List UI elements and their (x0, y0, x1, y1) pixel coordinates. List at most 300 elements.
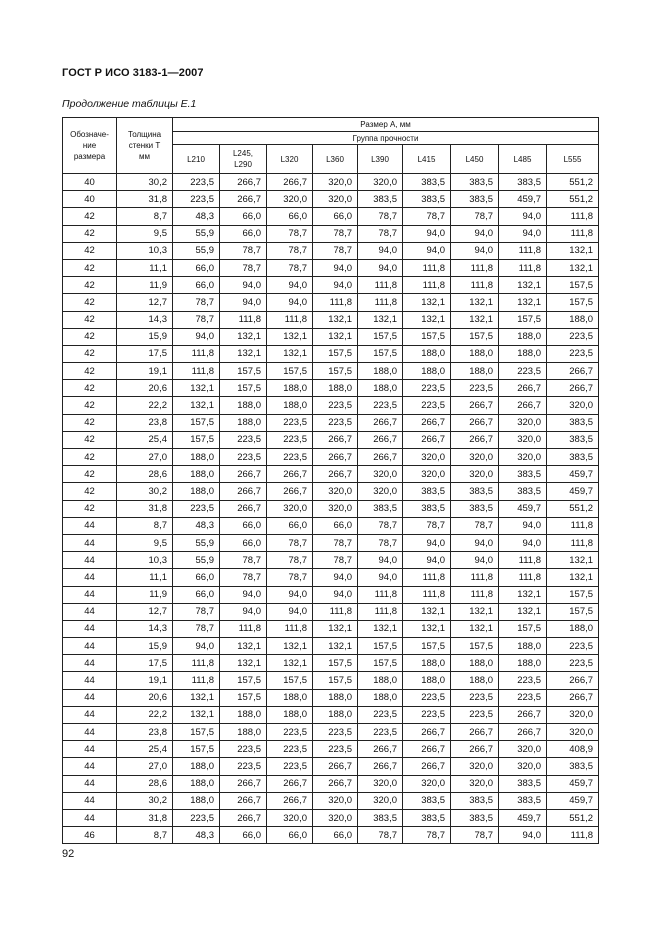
pressure-cell: 157,5 (173, 724, 220, 741)
pressure-cell: 320,0 (313, 174, 358, 191)
pressure-cell: 55,9 (173, 552, 220, 569)
pressure-cell: 78,7 (313, 552, 358, 569)
pressure-cell: 223,5 (358, 397, 403, 414)
col-thickness-header (117, 118, 173, 174)
pressure-cell: 132,1 (547, 552, 599, 569)
pressure-cell: 111,8 (267, 620, 313, 637)
wall-thickness-cell: 10,3 (117, 242, 173, 259)
pressure-cell: 111,8 (547, 208, 599, 225)
pressure-cell: 157,5 (499, 311, 547, 328)
wall-thickness-cell: 15,9 (117, 638, 173, 655)
pressure-cell: 223,5 (173, 191, 220, 208)
size-designation-cell: 44 (63, 586, 117, 603)
pressure-cell: 551,2 (547, 809, 599, 826)
pressure-cell: 383,5 (403, 500, 451, 517)
pressure-cell: 383,5 (499, 174, 547, 191)
pressure-cell: 223,5 (547, 655, 599, 672)
pressure-cell: 188,0 (267, 706, 313, 723)
table-row (63, 792, 599, 809)
pressure-cell: 266,7 (547, 380, 599, 397)
pressure-cell: 223,5 (403, 397, 451, 414)
pressure-cell: 383,5 (451, 191, 499, 208)
pressure-cell: 266,7 (358, 741, 403, 758)
table-row (63, 191, 599, 208)
pressure-cell: 223,5 (267, 431, 313, 448)
table-row (63, 259, 599, 276)
pressure-cell: 383,5 (547, 449, 599, 466)
pressure-cell: 320,0 (358, 775, 403, 792)
pressure-cell: 94,0 (220, 277, 267, 294)
size-designation-cell: 44 (63, 534, 117, 551)
size-designation-cell: 40 (63, 191, 117, 208)
col-thickness-label: Толщина стенки T мм (127, 130, 162, 161)
pressure-cell: 111,8 (547, 517, 599, 534)
size-designation-cell: 42 (63, 380, 117, 397)
pressure-cell: 223,5 (267, 449, 313, 466)
wall-thickness-cell: 10,3 (117, 552, 173, 569)
pressure-cell: 111,8 (313, 603, 358, 620)
pressure-cell: 132,1 (499, 277, 547, 294)
pressure-cell: 223,5 (267, 741, 313, 758)
pressure-cell: 111,8 (547, 827, 599, 844)
pressure-cell: 188,0 (173, 775, 220, 792)
wall-thickness-cell: 23,8 (117, 414, 173, 431)
size-designation-cell: 42 (63, 294, 117, 311)
pressure-cell: 132,1 (267, 655, 313, 672)
pressure-cell: 266,7 (313, 449, 358, 466)
pressure-cell: 188,0 (499, 655, 547, 672)
pressure-cell: 266,7 (403, 741, 451, 758)
pressure-cell: 66,0 (173, 277, 220, 294)
pressure-cell: 383,5 (451, 174, 499, 191)
pressure-cell: 157,5 (451, 638, 499, 655)
pressure-cell: 78,7 (358, 225, 403, 242)
wall-thickness-cell: 9,5 (117, 534, 173, 551)
pressure-cell: 111,8 (547, 225, 599, 242)
grade-header: L415 (403, 145, 451, 174)
pressure-cell: 320,0 (451, 466, 499, 483)
pressure-cell: 111,8 (499, 259, 547, 276)
pressure-cell: 223,5 (547, 345, 599, 362)
pressure-cell: 132,1 (267, 345, 313, 362)
size-designation-cell: 42 (63, 414, 117, 431)
wall-thickness-cell: 31,8 (117, 191, 173, 208)
pressure-cell: 94,0 (403, 242, 451, 259)
pressure-cell: 111,8 (173, 363, 220, 380)
size-header: Размер A, мм (173, 118, 599, 132)
pressure-cell: 94,0 (358, 569, 403, 586)
wall-thickness-cell: 31,8 (117, 809, 173, 826)
pressure-cell: 266,7 (220, 191, 267, 208)
pressure-cell: 94,0 (220, 294, 267, 311)
wall-thickness-cell: 19,1 (117, 363, 173, 380)
pressure-cell: 94,0 (403, 552, 451, 569)
wall-thickness-cell: 22,2 (117, 706, 173, 723)
pressure-cell: 320,0 (403, 466, 451, 483)
pressure-cell: 223,5 (403, 689, 451, 706)
pressure-cell: 66,0 (220, 534, 267, 551)
pressure-cell: 383,5 (499, 483, 547, 500)
pressure-cell: 78,7 (267, 259, 313, 276)
wall-thickness-cell: 28,6 (117, 466, 173, 483)
pressure-cell: 266,7 (267, 792, 313, 809)
pressure-cell: 266,7 (358, 414, 403, 431)
pressure-cell: 157,5 (403, 638, 451, 655)
pressure-cell: 94,0 (173, 328, 220, 345)
pressure-cell: 66,0 (313, 827, 358, 844)
pressure-cell: 223,5 (403, 706, 451, 723)
pressure-cell: 188,0 (313, 706, 358, 723)
pressure-cell: 111,8 (358, 586, 403, 603)
pressure-cell: 223,5 (403, 380, 451, 397)
pressure-cell: 55,9 (173, 225, 220, 242)
pressure-cell: 66,0 (220, 827, 267, 844)
pressure-cell: 188,0 (403, 655, 451, 672)
pressure-cell: 66,0 (220, 208, 267, 225)
size-designation-cell: 42 (63, 345, 117, 362)
pressure-cell: 551,2 (547, 500, 599, 517)
table-row (63, 827, 599, 844)
pressure-cell: 266,7 (358, 758, 403, 775)
pressure-cell: 78,7 (267, 552, 313, 569)
table-row (63, 449, 599, 466)
pressure-cell: 188,0 (451, 672, 499, 689)
pressure-cell: 78,7 (267, 242, 313, 259)
wall-thickness-cell: 8,7 (117, 517, 173, 534)
pressure-cell: 223,5 (313, 724, 358, 741)
pressure-cell: 266,7 (313, 758, 358, 775)
pressure-cell: 78,7 (173, 294, 220, 311)
pressure-cell: 223,5 (358, 724, 403, 741)
pressure-cell: 459,7 (499, 191, 547, 208)
pressure-cell: 132,1 (313, 311, 358, 328)
pressure-cell: 94,0 (173, 638, 220, 655)
pressure-cell: 320,0 (267, 191, 313, 208)
wall-thickness-cell: 23,8 (117, 724, 173, 741)
pressure-cell: 266,7 (499, 706, 547, 723)
pressure-cell: 188,0 (220, 706, 267, 723)
table-row (63, 363, 599, 380)
pressure-cell: 66,0 (173, 586, 220, 603)
pressure-cell: 223,5 (547, 638, 599, 655)
pressure-cell: 157,5 (173, 431, 220, 448)
pressure-cell: 157,5 (220, 672, 267, 689)
pressure-cell: 132,1 (173, 689, 220, 706)
pressure-cell: 320,0 (267, 500, 313, 517)
pressure-cell: 320,0 (451, 758, 499, 775)
size-designation-cell: 46 (63, 827, 117, 844)
pressure-cell: 223,5 (220, 449, 267, 466)
pressure-cell: 459,7 (547, 466, 599, 483)
pressure-cell: 94,0 (267, 586, 313, 603)
grade-header: L320 (267, 145, 313, 174)
pressure-cell: 157,5 (358, 345, 403, 362)
pressure-cell: 266,7 (499, 397, 547, 414)
pressure-cell: 266,7 (267, 174, 313, 191)
pressure-cell: 94,0 (267, 294, 313, 311)
pressure-cell: 94,0 (358, 242, 403, 259)
pressure-cell: 66,0 (220, 517, 267, 534)
pressure-cell: 111,8 (451, 586, 499, 603)
pressure-cell: 188,0 (358, 689, 403, 706)
pressure-cell: 188,0 (173, 758, 220, 775)
pressure-cell: 266,7 (220, 174, 267, 191)
pressure-cell: 94,0 (220, 586, 267, 603)
pressure-cell: 78,7 (173, 603, 220, 620)
size-designation-cell: 42 (63, 225, 117, 242)
wall-thickness-cell: 8,7 (117, 827, 173, 844)
size-designation-cell: 40 (63, 174, 117, 191)
pressure-cell: 383,5 (403, 191, 451, 208)
pressure-cell: 132,1 (451, 603, 499, 620)
pressure-cell: 320,0 (403, 775, 451, 792)
size-designation-cell: 44 (63, 638, 117, 655)
pressure-cell: 94,0 (313, 259, 358, 276)
pressure-cell: 266,7 (358, 431, 403, 448)
pressure-cell: 157,5 (220, 380, 267, 397)
pressure-cell: 266,7 (220, 775, 267, 792)
pressure-cell: 78,7 (220, 569, 267, 586)
pressure-cell: 223,5 (313, 397, 358, 414)
pressure-cell: 320,0 (267, 809, 313, 826)
grade-header: L555 (547, 145, 599, 174)
pressure-cell: 383,5 (358, 809, 403, 826)
pressure-cell: 320,0 (547, 706, 599, 723)
pressure-cell: 132,1 (267, 638, 313, 655)
pressure-cell: 223,5 (220, 431, 267, 448)
pressure-cell: 266,7 (403, 724, 451, 741)
pressure-cell: 320,0 (313, 500, 358, 517)
pressure-cell: 320,0 (499, 414, 547, 431)
pressure-cell: 188,0 (547, 311, 599, 328)
table-row (63, 311, 599, 328)
pressure-cell: 132,1 (358, 620, 403, 637)
pressure-cell: 188,0 (499, 638, 547, 655)
pressure-cell: 157,5 (313, 655, 358, 672)
pressure-cell: 188,0 (403, 672, 451, 689)
pressure-cell: 111,8 (403, 259, 451, 276)
wall-thickness-cell: 20,6 (117, 380, 173, 397)
pressure-cell: 78,7 (173, 311, 220, 328)
pressure-cell: 459,7 (547, 792, 599, 809)
pressure-cell: 320,0 (547, 397, 599, 414)
pressure-cell: 78,7 (358, 827, 403, 844)
pressure-cell: 188,0 (547, 620, 599, 637)
pressure-cell: 157,5 (499, 620, 547, 637)
wall-thickness-cell: 31,8 (117, 500, 173, 517)
pressure-cell: 78,7 (451, 827, 499, 844)
table-row (63, 809, 599, 826)
pressure-cell: 157,5 (220, 689, 267, 706)
pressure-cell: 94,0 (499, 208, 547, 225)
pressure-cell: 223,5 (173, 500, 220, 517)
pressure-cell: 94,0 (451, 225, 499, 242)
table-row (63, 397, 599, 414)
col-designation-label: Обозначе- ние размера (70, 130, 109, 161)
pressure-cell: 320,0 (547, 724, 599, 741)
pressure-cell: 132,1 (547, 242, 599, 259)
pressure-cell: 266,7 (267, 483, 313, 500)
pressure-cell: 188,0 (358, 672, 403, 689)
size-designation-cell: 44 (63, 775, 117, 792)
table-row (63, 380, 599, 397)
wall-thickness-cell: 12,7 (117, 603, 173, 620)
pressure-cell: 223,5 (451, 706, 499, 723)
pressure-cell: 320,0 (358, 174, 403, 191)
pressure-cell: 383,5 (358, 191, 403, 208)
pressure-cell: 94,0 (499, 225, 547, 242)
pressure-cell: 188,0 (267, 397, 313, 414)
pressure-cell: 132,1 (220, 638, 267, 655)
pressure-cell: 551,2 (547, 174, 599, 191)
pressure-cell: 94,0 (403, 225, 451, 242)
pressure-cell: 132,1 (403, 311, 451, 328)
pressure-cell: 320,0 (358, 466, 403, 483)
size-designation-cell: 44 (63, 689, 117, 706)
pressure-cell: 188,0 (313, 380, 358, 397)
pressure-cell: 223,5 (499, 363, 547, 380)
pressure-cell: 94,0 (313, 569, 358, 586)
pressure-cell: 157,5 (547, 277, 599, 294)
pressure-cell: 78,7 (267, 534, 313, 551)
pressure-cell: 188,0 (403, 345, 451, 362)
table-row (63, 277, 599, 294)
pressure-cell: 320,0 (358, 483, 403, 500)
pressure-cell: 132,1 (220, 655, 267, 672)
pressure-cell: 132,1 (451, 294, 499, 311)
pressure-cell: 320,0 (313, 809, 358, 826)
table-row (63, 225, 599, 242)
pressure-cell: 132,1 (358, 311, 403, 328)
pressure-cell: 132,1 (451, 620, 499, 637)
pressure-cell: 66,0 (313, 208, 358, 225)
pressure-cell: 111,8 (403, 569, 451, 586)
pressure-cell: 266,7 (403, 414, 451, 431)
pressure-cell: 111,8 (403, 277, 451, 294)
pressure-cell: 78,7 (451, 517, 499, 534)
pressure-cell: 132,1 (267, 328, 313, 345)
wall-thickness-cell: 14,3 (117, 620, 173, 637)
pressure-cell: 111,8 (451, 277, 499, 294)
wall-thickness-cell: 27,0 (117, 449, 173, 466)
wall-thickness-cell: 30,2 (117, 792, 173, 809)
pressure-cell: 78,7 (220, 242, 267, 259)
pressure-cell: 188,0 (173, 792, 220, 809)
pressure-cell: 78,7 (267, 569, 313, 586)
group-header: Группа прочности (173, 132, 599, 145)
pressure-cell: 188,0 (451, 655, 499, 672)
pressure-cell: 383,5 (499, 775, 547, 792)
size-designation-cell: 44 (63, 724, 117, 741)
pressure-cell: 111,8 (499, 569, 547, 586)
size-designation-cell: 42 (63, 500, 117, 517)
pressure-cell: 132,1 (173, 397, 220, 414)
pressure-cell: 188,0 (499, 328, 547, 345)
pressure-cell: 48,3 (173, 827, 220, 844)
size-designation-cell: 42 (63, 449, 117, 466)
pressure-cell: 78,7 (403, 208, 451, 225)
pressure-cell: 320,0 (403, 449, 451, 466)
pressure-cell: 157,5 (173, 741, 220, 758)
pressure-cell: 266,7 (220, 483, 267, 500)
pressure-cell: 266,7 (313, 466, 358, 483)
pressure-cell: 78,7 (220, 259, 267, 276)
pressure-cell: 94,0 (313, 586, 358, 603)
table-row (63, 466, 599, 483)
size-designation-cell: 44 (63, 620, 117, 637)
pressure-cell: 223,5 (499, 689, 547, 706)
pressure-cell: 94,0 (267, 277, 313, 294)
size-designation-cell: 44 (63, 758, 117, 775)
pressure-cell: 383,5 (547, 414, 599, 431)
pressure-cell: 266,7 (220, 466, 267, 483)
pressure-cell: 66,0 (173, 259, 220, 276)
pressure-cell: 266,7 (403, 431, 451, 448)
pressure-cell: 157,5 (267, 363, 313, 380)
pressure-cell: 223,5 (267, 758, 313, 775)
pressure-cell: 132,1 (313, 328, 358, 345)
pressure-cell: 320,0 (358, 792, 403, 809)
pressure-cell: 188,0 (403, 363, 451, 380)
pressure-cell: 111,8 (173, 672, 220, 689)
pressure-cell: 188,0 (220, 414, 267, 431)
pressure-cell: 223,5 (451, 380, 499, 397)
pressure-cell: 223,5 (173, 174, 220, 191)
size-designation-cell: 42 (63, 483, 117, 500)
pressure-cell: 266,7 (451, 431, 499, 448)
pressure-cell: 320,0 (451, 449, 499, 466)
pressure-cell: 94,0 (451, 534, 499, 551)
pressure-cell: 132,1 (173, 706, 220, 723)
pressure-cell: 132,1 (403, 620, 451, 637)
pressure-cell: 266,7 (547, 363, 599, 380)
pressure-cell: 66,0 (313, 517, 358, 534)
pressure-cell: 383,5 (451, 500, 499, 517)
pressure-cell: 266,7 (313, 431, 358, 448)
grade-header: L485 (499, 145, 547, 174)
wall-thickness-cell: 11,1 (117, 569, 173, 586)
pressure-cell: 383,5 (403, 809, 451, 826)
pressure-cell: 78,7 (173, 620, 220, 637)
pressure-cell: 157,5 (358, 638, 403, 655)
pressure-cell: 78,7 (403, 827, 451, 844)
pressure-cell: 266,7 (220, 809, 267, 826)
pressure-cell: 223,5 (267, 724, 313, 741)
pressure-cell: 320,0 (499, 758, 547, 775)
pressure-cell: 132,1 (220, 328, 267, 345)
pressure-cell: 78,7 (451, 208, 499, 225)
size-designation-cell: 44 (63, 792, 117, 809)
wall-thickness-cell: 11,9 (117, 277, 173, 294)
pressure-cell: 223,5 (267, 414, 313, 431)
pressure-cell: 111,8 (173, 655, 220, 672)
pressure-cell: 111,8 (451, 569, 499, 586)
pressure-cell: 157,5 (547, 586, 599, 603)
pressure-cell: 188,0 (451, 363, 499, 380)
pressure-cell: 157,5 (313, 363, 358, 380)
pressure-cell: 188,0 (173, 466, 220, 483)
pressure-cell: 78,7 (267, 225, 313, 242)
pressure-cell: 94,0 (358, 552, 403, 569)
wall-thickness-cell: 22,2 (117, 397, 173, 414)
pressure-cell: 132,1 (547, 259, 599, 276)
pressure-cell: 111,8 (499, 242, 547, 259)
pressure-cell: 459,7 (547, 483, 599, 500)
size-designation-cell: 44 (63, 741, 117, 758)
pressure-cell: 111,8 (267, 311, 313, 328)
pressure-cell: 78,7 (313, 225, 358, 242)
pressure-cell: 266,7 (313, 775, 358, 792)
